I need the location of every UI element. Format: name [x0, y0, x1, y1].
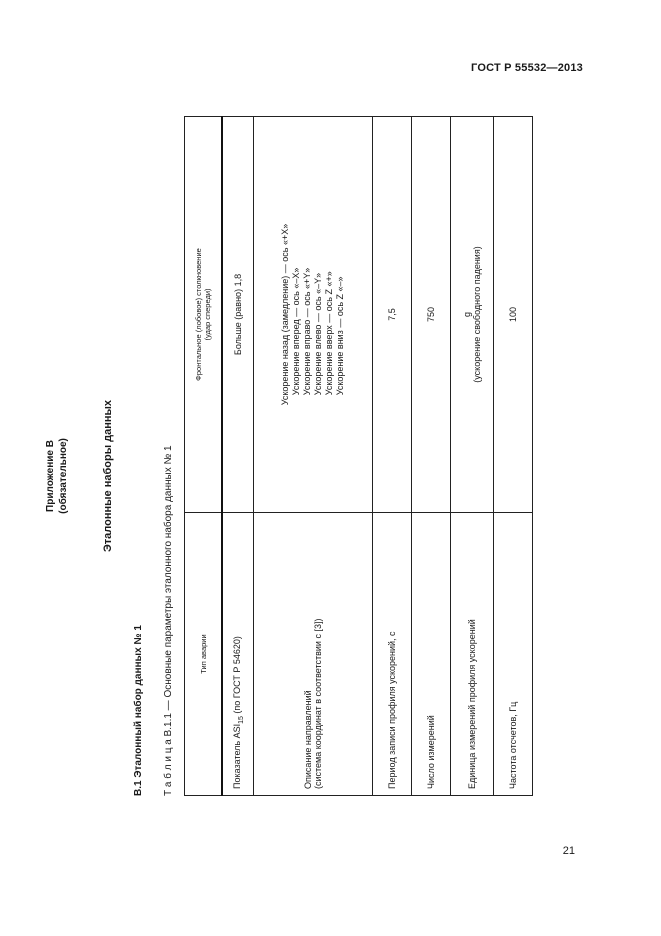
table-caption: Т а б л и ц а В.1.1 — Основные параметры эталонного набора данных № 1: [163, 445, 174, 796]
table-header-row: [185, 117, 223, 796]
table-row: [373, 117, 412, 796]
period-value: 7,5: [373, 117, 412, 513]
rotated-content: [40, 86, 518, 866]
period-label: Период записи профиля ускорений, с: [373, 513, 412, 796]
table-row: [451, 117, 494, 796]
document-header: ГОСТ Р 55532—2013: [471, 62, 583, 74]
direction-item: Ускорение вниз — ось Z «–»: [335, 276, 345, 396]
table-row: [494, 117, 533, 796]
section-title: Эталонные наборы данных: [102, 399, 114, 553]
direction-item: Ускорение вперед — ось «–X»: [291, 267, 301, 396]
header-value-cell: [185, 117, 223, 513]
table-row: [222, 117, 254, 796]
count-label: Число измерений: [412, 513, 451, 796]
reference-dataset-table: [184, 116, 533, 796]
table-row: [254, 117, 373, 796]
appendix-label: Приложение В: [45, 440, 56, 512]
frequency-label: Частота отсчетов, Гц: [494, 513, 533, 796]
directions-label: Описание направлений (система координат в соответствии с [3]): [254, 513, 373, 796]
appendix-status: (обязательное): [58, 438, 69, 514]
asi-label: Показатель $ASI_{15}$ (по ГОСТ Р 54620): [222, 513, 254, 796]
count-value: 750: [412, 117, 451, 513]
header-param-cell: [185, 513, 223, 796]
direction-item: Ускорение вверх — ось Z «+»: [324, 271, 334, 396]
asi-value: Больше (равно) 1,8: [222, 117, 254, 513]
directions-value: [254, 117, 373, 513]
direction-item: Ускорение назад (замедление) — ось «+X»: [280, 223, 290, 406]
header-value-line2: (удар спереди): [203, 288, 212, 341]
unit-value: g (ускорение свободного падения): [451, 117, 494, 513]
directions-list: [280, 224, 346, 406]
header-value-line1: Фронтальное (лобовое) столкновение: [194, 248, 203, 381]
unit-label: Единица измерений профиля ускорений: [451, 513, 494, 796]
direction-item: Ускорение влево — ось «–Y»: [313, 272, 323, 396]
appendix-title: [44, 86, 70, 866]
page-number: 21: [562, 845, 575, 857]
table-row: [412, 117, 451, 796]
direction-item: Ускорение вправо — ось «+Y»: [302, 267, 312, 396]
header-param: Тип аварии: [198, 634, 208, 674]
subsection-title: В.1 Эталонный набор данных № 1: [133, 625, 144, 796]
frequency-value: 100: [494, 117, 533, 513]
